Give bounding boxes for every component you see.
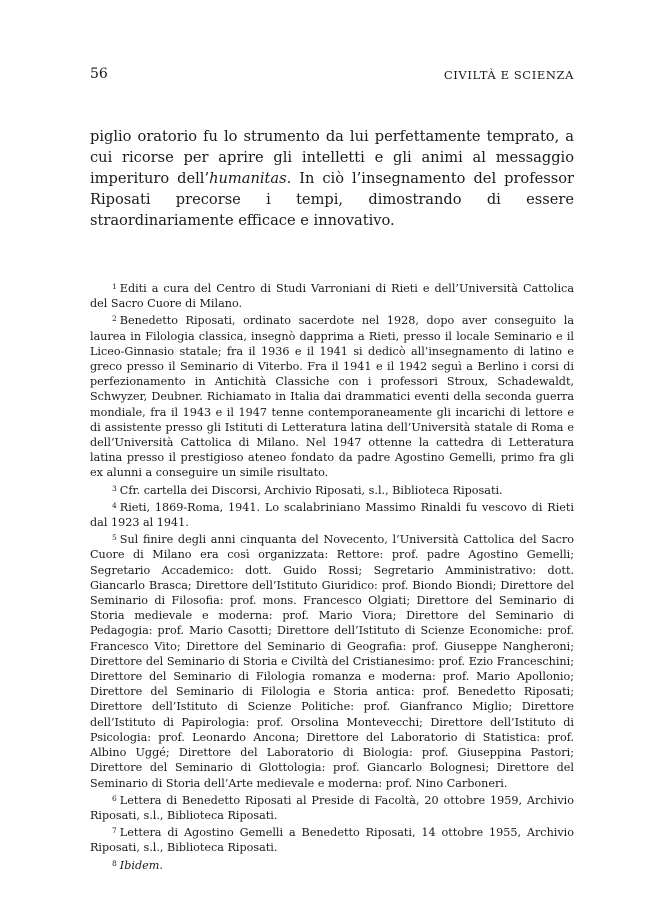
footnote-text: Lettera di Benedetto Riposati al Preside di Facoltà, 20 ottobre 1959, Archivio Riposati, s.l., Biblioteca Riposati. <box>90 793 574 822</box>
running-head: CIVILTÀ E SCIENZA <box>443 68 574 82</box>
body-text-end: . In ciò l’insegnamento del professor Riposati precorse i tempi, dimostrando di essere straordinariamente efficace e innovativo. <box>90 170 574 229</box>
footnote-7 <box>90 823 574 855</box>
body-text-italic: humanitas <box>209 170 287 187</box>
footnote-number: 2 <box>112 314 117 324</box>
footnote-2 <box>90 311 574 480</box>
page-number: 56 <box>90 66 108 82</box>
footnote-number: 7 <box>112 826 117 836</box>
footnote-5 <box>90 530 574 790</box>
footnote-number: 5 <box>112 533 117 543</box>
footnote-number: 4 <box>112 500 117 510</box>
body-text-start: piglio oratorio fu lo strumento da lui perfettamente temprato, a cui ricorse per aprire gli intelletti e gli animi al messaggio imperituro dell’ <box>90 128 574 187</box>
footnote-8 <box>90 856 574 873</box>
footnote-text: Rieti, 1869-Roma, 1941. Lo scalabriniano Massimo Rinaldi fu vescovo di Rieti dal 1923 al 1941. <box>90 500 574 530</box>
footnote-text: Editi a cura del Centro di Studi Varroniani di Rieti e dell’Università Cattolica del Sacro Cuore di Milano. <box>90 282 574 311</box>
footnote-text: Benedetto Riposati, ordinato sacerdote nel 1928, dopo aver conseguito la laurea in Filologia classica, insegnò dapprima a Rieti, presso il locale Seminario e il Liceo-Ginnasio statale; fra il 1936 e il 1941 si dedicò all’insegnamento di latino e greco presso il Seminario di Viterbo. Fra il 1941 e il 1942 seguì a Berlino i corsi di perfezionamento in Antichità Classiche con i professori Stroux, Schadewaldt, Schwyzer, Deubner. Richiamato in Italia dai drammatici eventi della seconda guerra mondiale, fra il 1943 e il 1947 tenne contemporaneamente gli incarichi di lettore e di assistente presso gli Istituti di Letteratura latina dell’Università statale di Roma e dell’Università Cattolica di Milano. Nel 1947 ottenne la cattedra di Letteratura latina presso il prestigioso ateneo fondato da padre Agostino Gemelli, primo fra gli ex alunni a conseguire un simile risultato. <box>90 314 574 480</box>
footnote-text: Sul finire degli anni cinquanta del Novecento, l’Università Cattolica del Sacro Cuore di Milano era così organizzata: Rettore: prof. padre Agostino Gemelli; Segretario Accademico: dott. Guido Rossi; Segretario Amministrativo: dott. Giancarlo Brasca; Direttore dell’Istituto Giuridico: prof. Biondo Biondi; Direttore del Seminario di Filosofia: prof. mons. Francesco Olgiati; Direttore del Seminario di Storia medievale e moderna: prof. Mario Viora; Direttore del Seminario di Pedagogia: prof. Mario Casotti; Direttore dell’Istituto di Scienze Economiche: prof. Francesco Vito; Direttore del Seminario di Geografia: prof. Giuseppe Nangheroni; Direttore del Seminario di Storia e Civiltà del Cristianesimo: prof. Ezio Franceschini; Direttore del Seminario di Filologia romanza e moderna: prof. Mario Apollonio; Direttore del Seminario di Filologia e Storia antica: prof. Benedetto Riposati; Direttore dell’Istituto di Scienze Politiche: prof. Gianfranco Miglio; Direttore dell’Istituto di Papirologia: prof. Orsolina Montevecchi; Direttore dell’Istituto di Psicologia: prof. Leonardo Ancona; Direttore del Laboratorio di Statistica: prof. Albino Uggé; Direttore del Laboratorio di Biologia: prof. Giuseppina Pastori; Direttore del Seminario di Glottologia: prof. Giancarlo Bolognesi; Direttore del Seminario di Storia dell’Arte medievale e moderna: prof. Nino Carboneri. <box>90 533 574 790</box>
footnote-number: 3 <box>112 483 117 493</box>
footnote-text: Cfr. cartella dei Discorsi, Archivio Riposati, s.l., Biblioteca Riposati. <box>119 483 503 497</box>
body-paragraph <box>90 126 574 231</box>
footnote-text: Lettera di Agostino Gemelli a Benedetto Riposati, 14 ottobre 1955, Archivio Riposati, s.l., Biblioteca Riposati. <box>90 826 574 855</box>
footnote-number: 8 <box>112 858 117 868</box>
footnote-6 <box>90 791 574 823</box>
footnote-3 <box>90 481 574 498</box>
footnote-number: 1 <box>112 282 117 291</box>
body-text <box>90 126 574 231</box>
footnotes <box>90 279 574 873</box>
footnote-text: Ibidem. <box>119 858 163 872</box>
footnote-4 <box>90 498 574 530</box>
footnote-number: 6 <box>112 793 117 803</box>
footnote-1 <box>90 279 574 311</box>
